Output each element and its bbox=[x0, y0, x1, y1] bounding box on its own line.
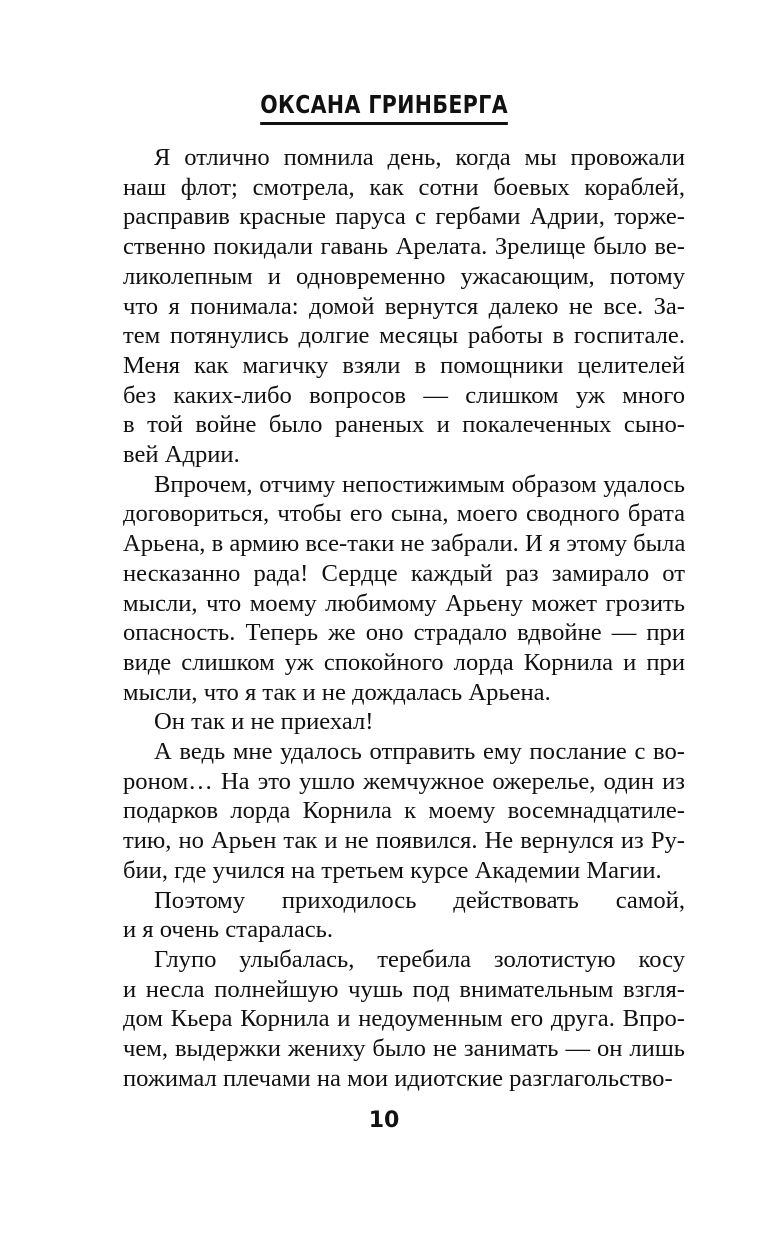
paragraph bbox=[123, 945, 685, 1094]
text-line: ственно покидали гавань Арелата. Зрелище было ве- bbox=[123, 233, 685, 261]
text-line: вей Адрии. bbox=[123, 441, 240, 469]
text-line: тию, но Арьен так и не появился. Не вернулся из Ру- bbox=[123, 827, 685, 855]
page-number: 10 bbox=[368, 1108, 400, 1133]
text-line: мысли, что моему любимому Арьену может грозить bbox=[123, 589, 685, 617]
text-line: Арьена, в армию все-таки не забрали. И я этому была bbox=[123, 530, 686, 558]
text-line: Глупо улыбалась, теребила золотистую косу bbox=[154, 945, 685, 973]
text-line: Я отлично помнила день, когда мы провожали bbox=[154, 144, 685, 171]
text-line: ликолепным и одновременно ужасающим, потому bbox=[123, 262, 685, 290]
text-line: чем, выдержки жениху было не занимать — он лишь bbox=[123, 1035, 685, 1063]
text-line: и я очень старалась. bbox=[123, 916, 334, 944]
text-line: тем потянулись долгие месяцы работы в госпитале. bbox=[123, 322, 685, 350]
body-text bbox=[123, 143, 685, 1094]
text-line: дом Кьера Корнила и недоуменным его друга. Впро- bbox=[123, 1005, 685, 1033]
text-line: и несла полнейшую чушь под внимательным взгля- bbox=[123, 975, 685, 1003]
text-line: подарков лорда Корнила к моему восемнадцатиле- bbox=[123, 797, 685, 825]
text-line: роном… На это ушло жемчужное ожерелье, один из bbox=[123, 767, 685, 795]
text-line: несказанно рада! Сердце каждый раз замирало от bbox=[123, 559, 685, 587]
text-line: пожимал плечами на мои идиотские разглагольство- bbox=[123, 1064, 673, 1092]
text-line: опасность. Теперь же оно страдало вдвойне — при bbox=[123, 619, 685, 647]
running-head bbox=[0, 90, 768, 125]
text-line: без каких-либо вопросов — слишком уж много bbox=[123, 381, 685, 409]
text-line: в той войне было раненых и покалеченных сыно- bbox=[123, 411, 685, 439]
text-line: А ведь мне удалось отправить ему послание с во- bbox=[154, 738, 685, 766]
text-line: Меня как магичку взяли в помощники целителей bbox=[123, 351, 685, 379]
text-line: договориться, чтобы его сына, моего сводного брата bbox=[123, 500, 685, 528]
paragraph bbox=[123, 886, 685, 945]
paragraph bbox=[123, 470, 685, 708]
text-line: бии, где учился на третьем курсе Академии Магии. bbox=[123, 856, 662, 884]
text-line: наш флот; смотрела, как сотни боевых кораблей, bbox=[123, 173, 685, 201]
paragraph bbox=[123, 707, 685, 737]
paragraph bbox=[123, 737, 685, 886]
text-line: мысли, что я так и не дождалась Арьена. bbox=[123, 678, 551, 706]
text-line: виде слишком уж спокойного лорда Корнила и при bbox=[123, 648, 685, 676]
text-line: Впрочем, отчиму непостижимым образом удалось bbox=[154, 470, 685, 498]
text-line: Он так и не приехал! bbox=[154, 708, 374, 736]
text-line: расправив красные паруса с гербами Адрии, торже- bbox=[123, 203, 685, 231]
text-line: что я понимала: домой вернутся далеко не все. За- bbox=[123, 292, 685, 320]
paragraph bbox=[123, 143, 685, 470]
author-name: ОКСАНА ГРИНБЕРГА bbox=[260, 90, 508, 125]
text-line: Поэтому приходилось действовать самой, bbox=[154, 886, 685, 914]
